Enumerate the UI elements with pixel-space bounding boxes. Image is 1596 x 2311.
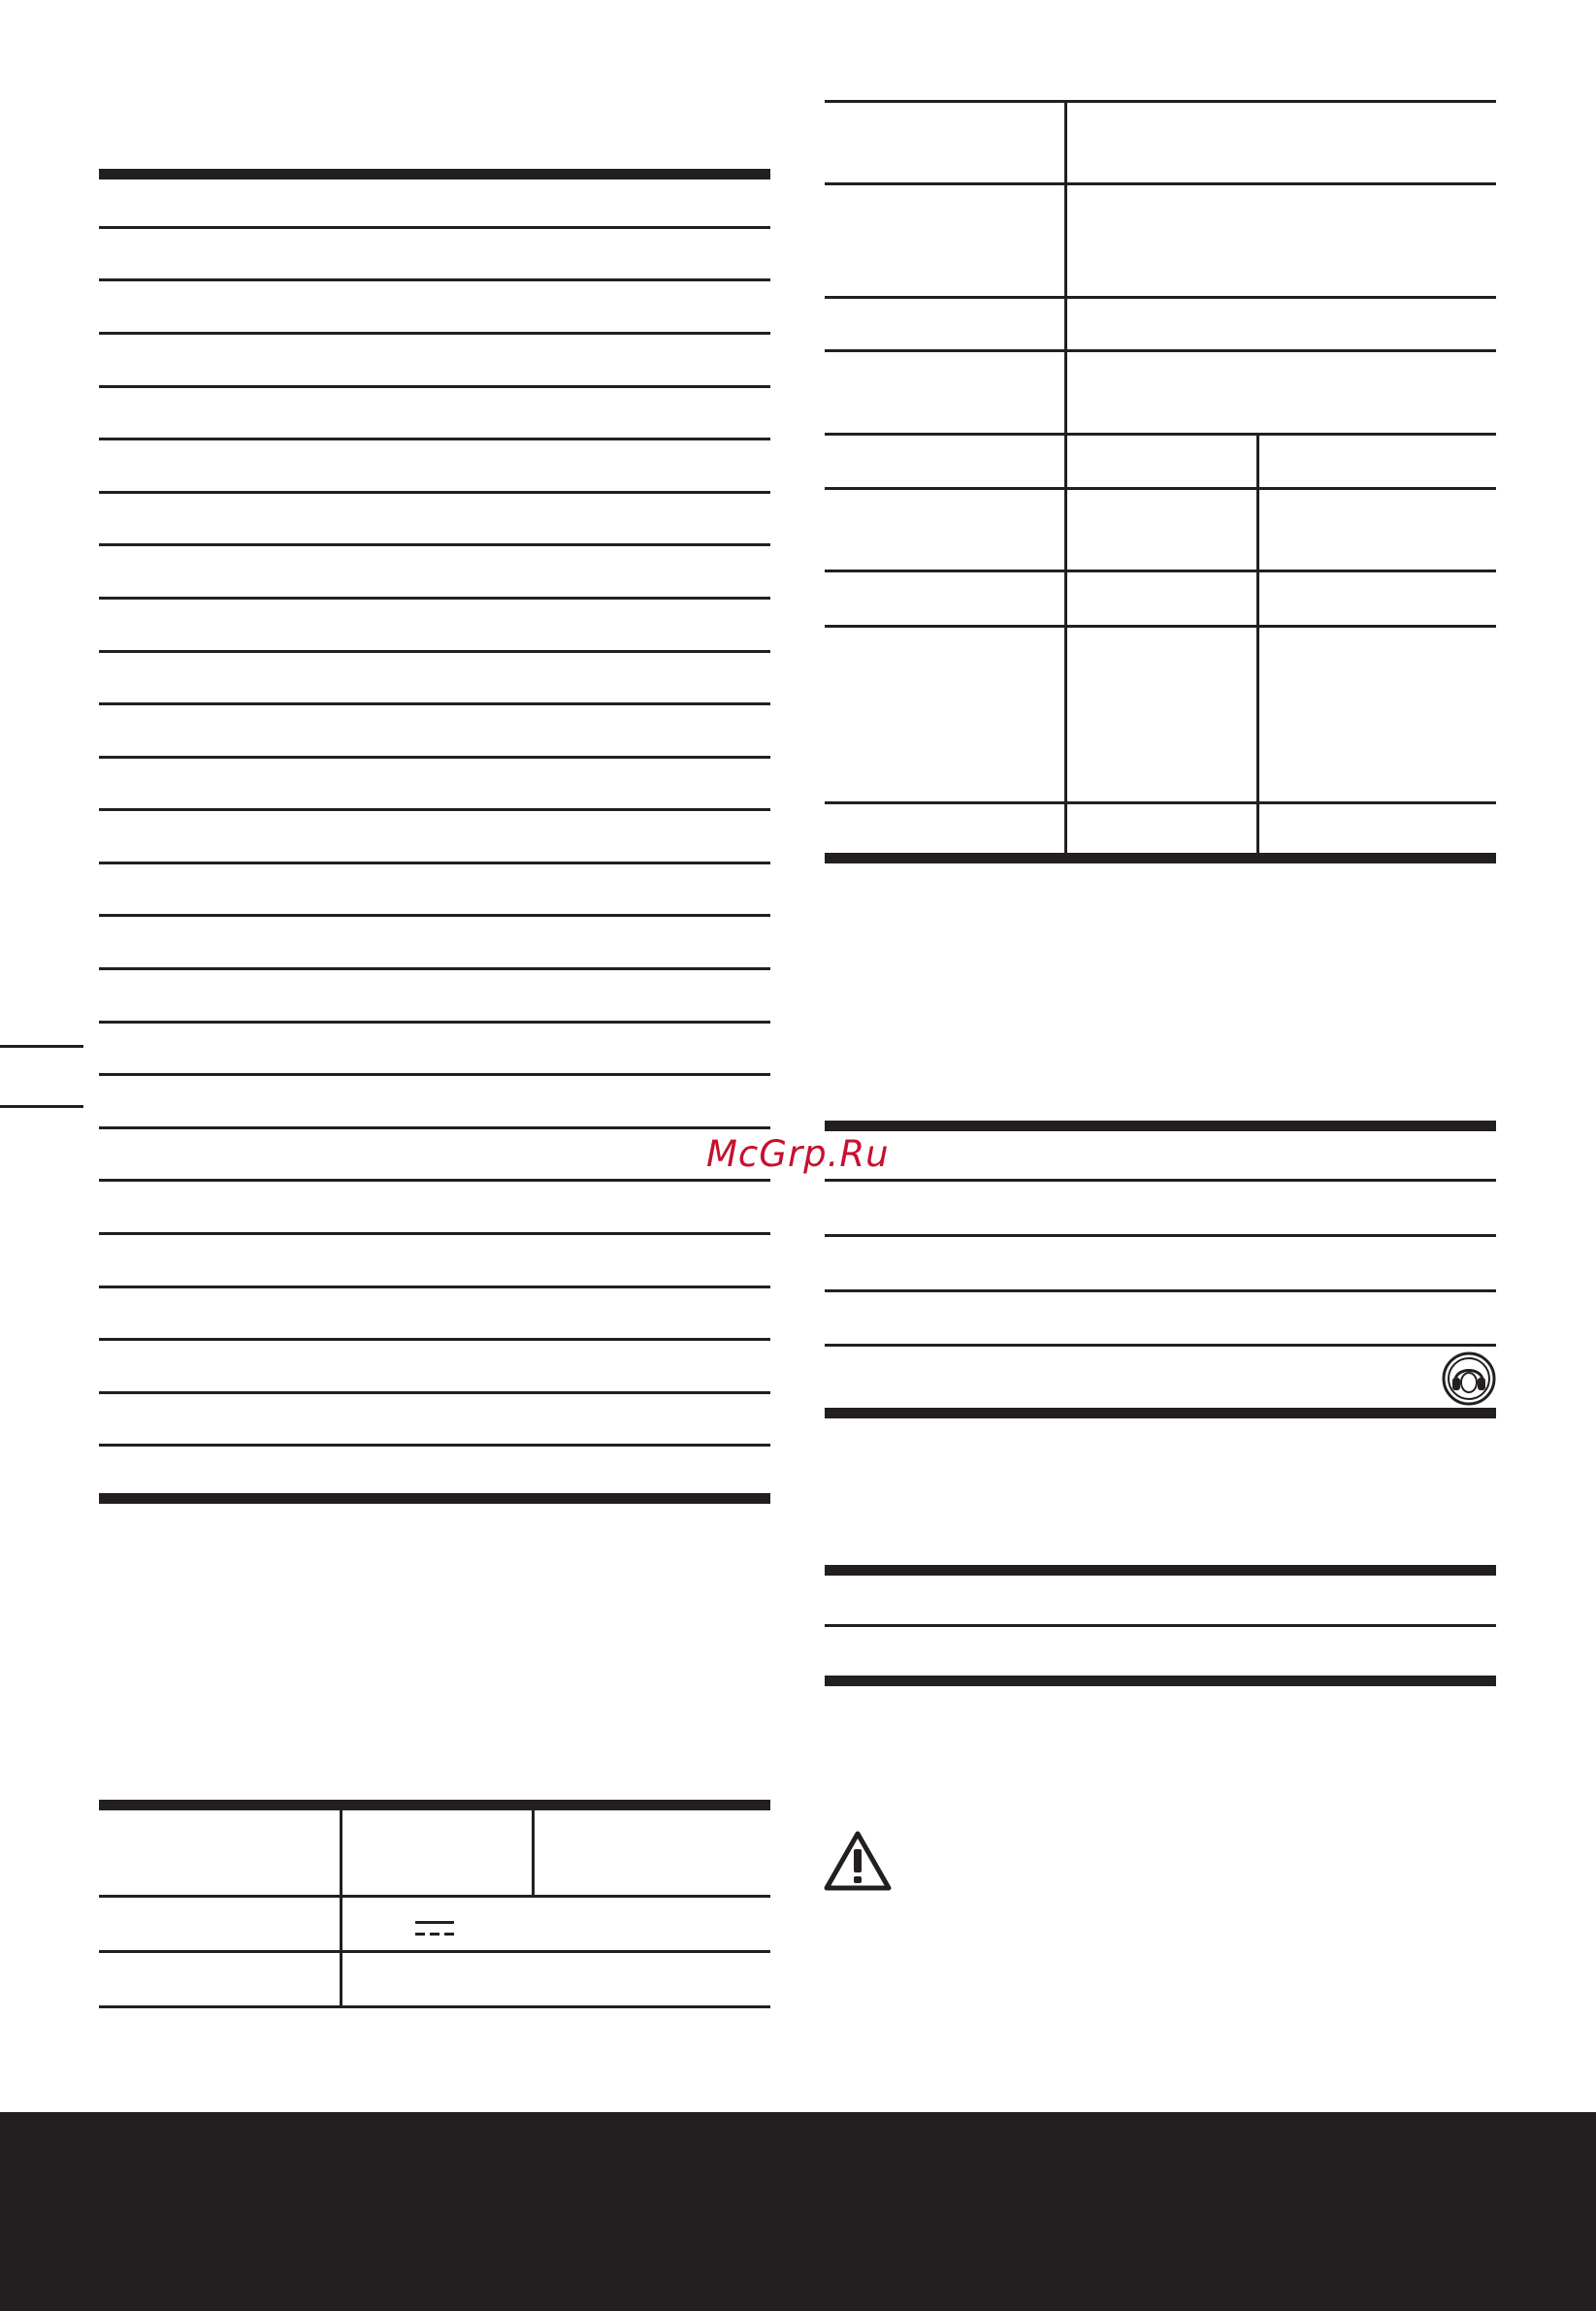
spec-table-row-rule: [99, 1950, 770, 1953]
small-table-row-rule: [825, 1624, 1496, 1627]
table-row-rule: [99, 1391, 770, 1394]
table-row-rule: [99, 385, 770, 388]
table-row-rule: [99, 967, 770, 970]
table-row-rule: [99, 491, 770, 494]
table-row-rule: [99, 226, 770, 229]
right-table-row-rule: [825, 570, 1496, 572]
table-bottom-thick-rule: [99, 1493, 770, 1504]
right-table-row-rule: [825, 100, 1496, 103]
noise-table-row-rule: [825, 1234, 1496, 1237]
table-row-rule: [99, 1286, 770, 1288]
small-table-bottom-thick-rule: [825, 1676, 1496, 1686]
watermark-text: McGrp.Ru: [706, 1133, 890, 1175]
page-side-tab-marker: [0, 1105, 83, 1108]
spec-table-column-divider: [340, 1806, 342, 2007]
noise-table-row-rule: [825, 1289, 1496, 1292]
table-row-rule: [99, 1073, 770, 1076]
small-table-top-thick-rule: [825, 1565, 1496, 1576]
right-table-row-rule: [825, 625, 1496, 628]
right-table-row-rule: [825, 487, 1496, 490]
table-row-rule: [99, 1338, 770, 1341]
right-table-row-rule: [825, 801, 1496, 804]
table-row-rule: [99, 808, 770, 811]
right-table-row-rule: [825, 296, 1496, 299]
table-row-rule: [99, 1232, 770, 1235]
table-row-rule: [99, 702, 770, 705]
table-row-rule: [99, 862, 770, 864]
table-row-rule: [99, 1021, 770, 1024]
table-row-rule: [99, 650, 770, 653]
page-side-tab-marker: [0, 1045, 83, 1048]
spec-table-row-rule: [99, 2005, 770, 2008]
spec-table-top-thick-rule: [99, 1800, 770, 1810]
right-table-column-divider: [1256, 434, 1259, 855]
noise-table-top-thick-rule: [825, 1121, 1496, 1131]
table-row-rule: [99, 756, 770, 759]
right-table-row-rule: [825, 433, 1496, 436]
ear-protection-icon: [1442, 1351, 1496, 1406]
noise-table-bottom-thick-rule: [825, 1408, 1496, 1418]
noise-table-row-rule: [825, 1344, 1496, 1347]
table-row-rule: [99, 1179, 770, 1182]
table-row-rule: [99, 597, 770, 600]
table-row-rule: [99, 1126, 770, 1129]
spec-table-row-rule: [99, 1895, 770, 1898]
right-table-bottom-thick-rule: [825, 853, 1496, 863]
table-row-rule: [99, 438, 770, 440]
table-row-rule: [99, 914, 770, 917]
dc-symbol-icon: [415, 1919, 456, 1938]
noise-table-row-rule: [825, 1179, 1496, 1182]
table-top-thick-rule: [99, 169, 770, 179]
page-footer-band: [0, 2112, 1596, 2311]
table-row-rule: [99, 543, 770, 546]
right-table-row-rule: [825, 349, 1496, 352]
table-row-rule: [99, 278, 770, 281]
right-table-column-divider: [1064, 101, 1067, 855]
table-row-rule: [99, 1444, 770, 1447]
table-row-rule: [99, 332, 770, 335]
right-table-row-rule: [825, 182, 1496, 185]
spec-table-column-divider: [532, 1806, 535, 1897]
warning-triangle-icon: [823, 1830, 893, 1892]
